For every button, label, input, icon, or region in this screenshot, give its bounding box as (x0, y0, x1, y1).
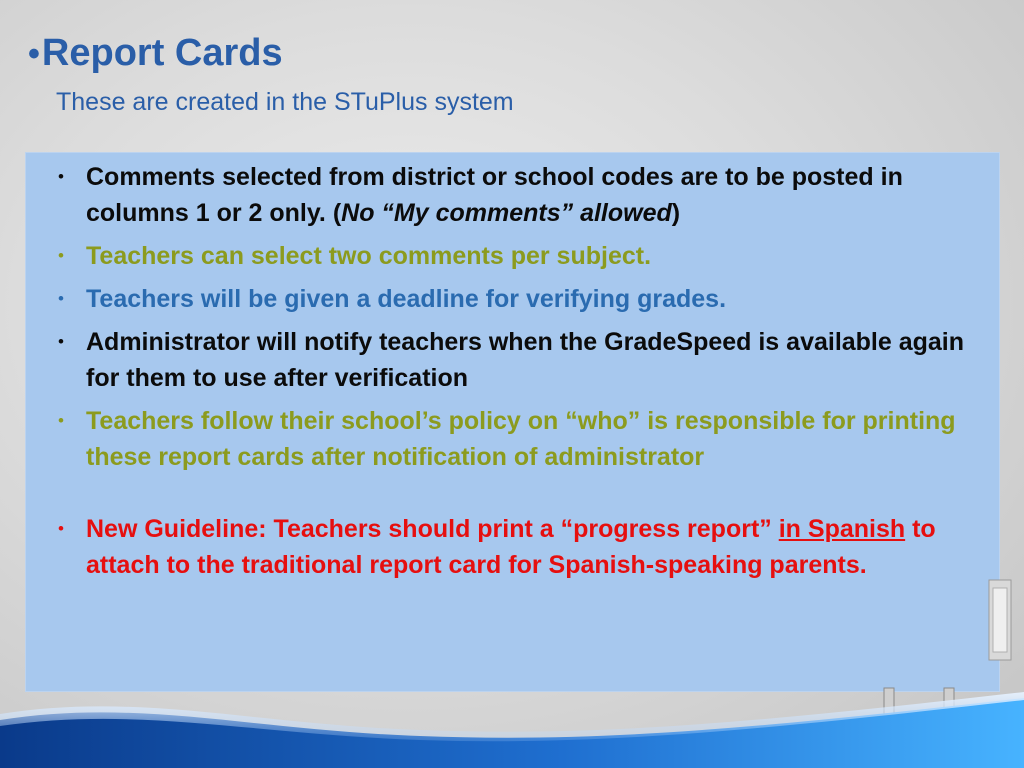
bullet-school-policy (56, 403, 986, 475)
bottom-wave-graphic (0, 658, 1024, 768)
bullet-text: Administrator will notify teachers when the GradeSpeed is available again for them to use after verification (86, 328, 965, 392)
bullet-two-comments (56, 238, 986, 274)
bullet-marker: • (58, 167, 64, 186)
bullet-text: Comments selected from district or school codes are to be posted in columns 1 or 2 only. ( (86, 163, 903, 227)
bullet-marker: • (58, 246, 64, 265)
bullet-text: to attach to the traditional report card for Spanish-speaking parents. (86, 515, 936, 579)
bullet-comments-policy (56, 159, 986, 231)
slide-subtitle: These are created in the STuPlus system (56, 88, 514, 116)
bullet-text: ) (671, 199, 681, 227)
bullet-marker: • (58, 332, 64, 351)
bullet-list (56, 159, 986, 590)
bullet-marker: • (58, 289, 64, 308)
bullet-text: Teachers can select two comments per subject. (86, 242, 652, 270)
bullet-text-underlined: in Spanish (778, 515, 906, 543)
bullet-marker: • (58, 411, 64, 430)
bullet-text: New Guideline: Teachers should print a “progress report” (86, 515, 779, 543)
bullet-deadline (56, 281, 986, 317)
slide-title (28, 30, 283, 77)
bullet-text-italic: No “My comments” allowed (341, 199, 672, 227)
title-text: Report Cards (41, 32, 283, 74)
bullet-text: Teachers follow their school’s policy on “who” is responsible for printing these report cards after notification of administrator (86, 407, 956, 471)
title-bullet: • (28, 35, 40, 73)
bullet-administrator-notify (56, 324, 986, 396)
bullet-marker: • (58, 519, 64, 538)
bullet-text: Teachers will be given a deadline for verifying grades. (86, 285, 727, 313)
